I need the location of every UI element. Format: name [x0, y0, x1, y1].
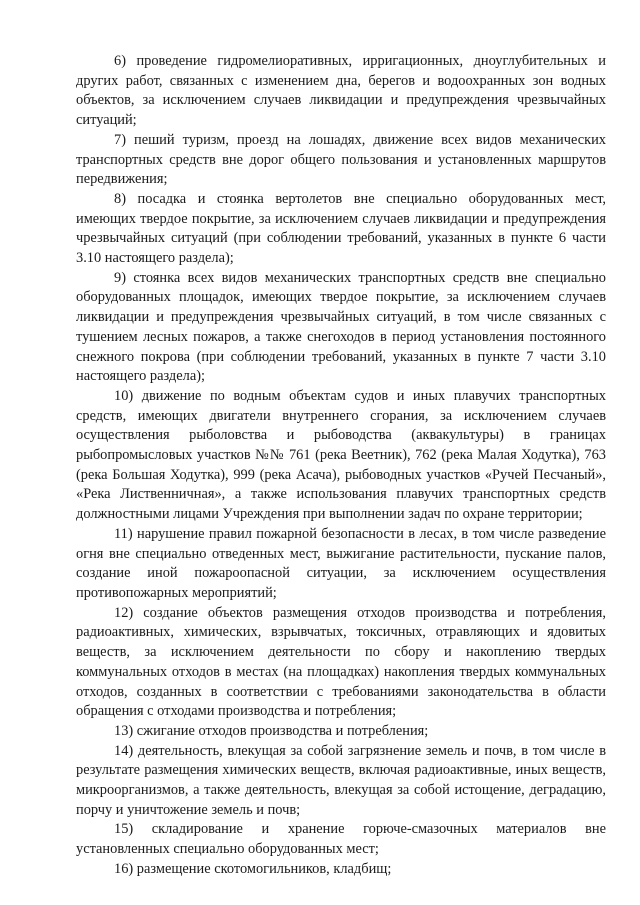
- list-item-6: 6) проведение гидромелиоративных, ирригационных, дноуглубительных и других работ, связанных с изменением дна, берегов и водоохранных зон водных объектов, за исключением случаев ликвидации и предупреждения чрезвычайных ситуаций;: [76, 53, 606, 129]
- list-item-11: 11) нарушение правил пожарной безопасности в лесах, в том числе разведение огня вне специально отведенных мест, выжигание растительности, пускание палов, создание иной пожароопасной ситуации, за исключением осуществления противопожарных мероприятий;: [76, 525, 606, 601]
- list-item-7: 7) пеший туризм, проезд на лошадях, движение всех видов механических транспортных средств вне дорог общего пользования и установленных маршрутов передвижения;: [76, 131, 606, 188]
- list-item-10: 10) движение по водным объектам судов и иных плавучих транспортных средств, имеющих двигатели внутреннего сгорания, за исключением случаев осуществления рыболовства и рыбоводства (аквакультуры) в границах рыбопромысловых участков №№ 761 (река Веетник), 762 (река Малая Ходутка), 763 (река Большая Ходутка), 999 (река Асача), рыбоводных участков «Ручей Песчаный», «Река Лиственничная», а также использования плавучих транспортных средств должностными лицами Учреждения при выполнении задач по охране территории;: [76, 387, 606, 523]
- list-item-15: 15) складирование и хранение горюче-смазочных материалов вне установленных специально оборудованных мест;: [76, 821, 606, 858]
- list-item-16: 16) размещение скотомогильников, кладбищ;: [114, 860, 392, 877]
- list-item-12: 12) создание объектов размещения отходов производства и потребления, радиоактивных, химических, взрывчатых, токсичных, отравляющих и ядовитых веществ, за исключением деятельности по сбору и накоплению твердых коммунальных отходов в местах (на площадках) накопления твердых коммунальных отходов, созданных в соответствии с требованиями законодательства в области обращения с отходами производства и потребления;: [76, 604, 606, 720]
- document-body: [76, 52, 606, 880]
- list-item-8: 8) посадка и стоянка вертолетов вне специально оборудованных мест, имеющих твердое покрытие, за исключением случаев ликвидации и предупреждения чрезвычайных ситуаций (при соблюдении требований, указанных в пункте 6 части 3.10 настоящего раздела);: [76, 190, 606, 267]
- list-item-14: 14) деятельность, влекущая за собой загрязнение земель и почв, в том числе в результате размещения химических веществ, включая радиоактивные, иных веществ, микроорганизмов, а также деятельность, влекущая за собой истощение, деградацию, порчу и уничтожение земель и почв;: [76, 742, 606, 818]
- list-item-13: 13) сжигание отходов производства и потребления;: [114, 722, 429, 739]
- list-item-9: 9) стоянка всех видов механических транспортных средств вне специально оборудованных площадок, имеющих твердое покрытие, за исключением случаев ликвидации и предупреждения чрезвычайных ситуаций, в том числе связанных с тушением лесных пожаров, а также снегоходов в период установления постоянного снежного покрова (при соблюдении требований, указанных в пункте 7 части 3.10 настоящего раздела);: [76, 269, 606, 385]
